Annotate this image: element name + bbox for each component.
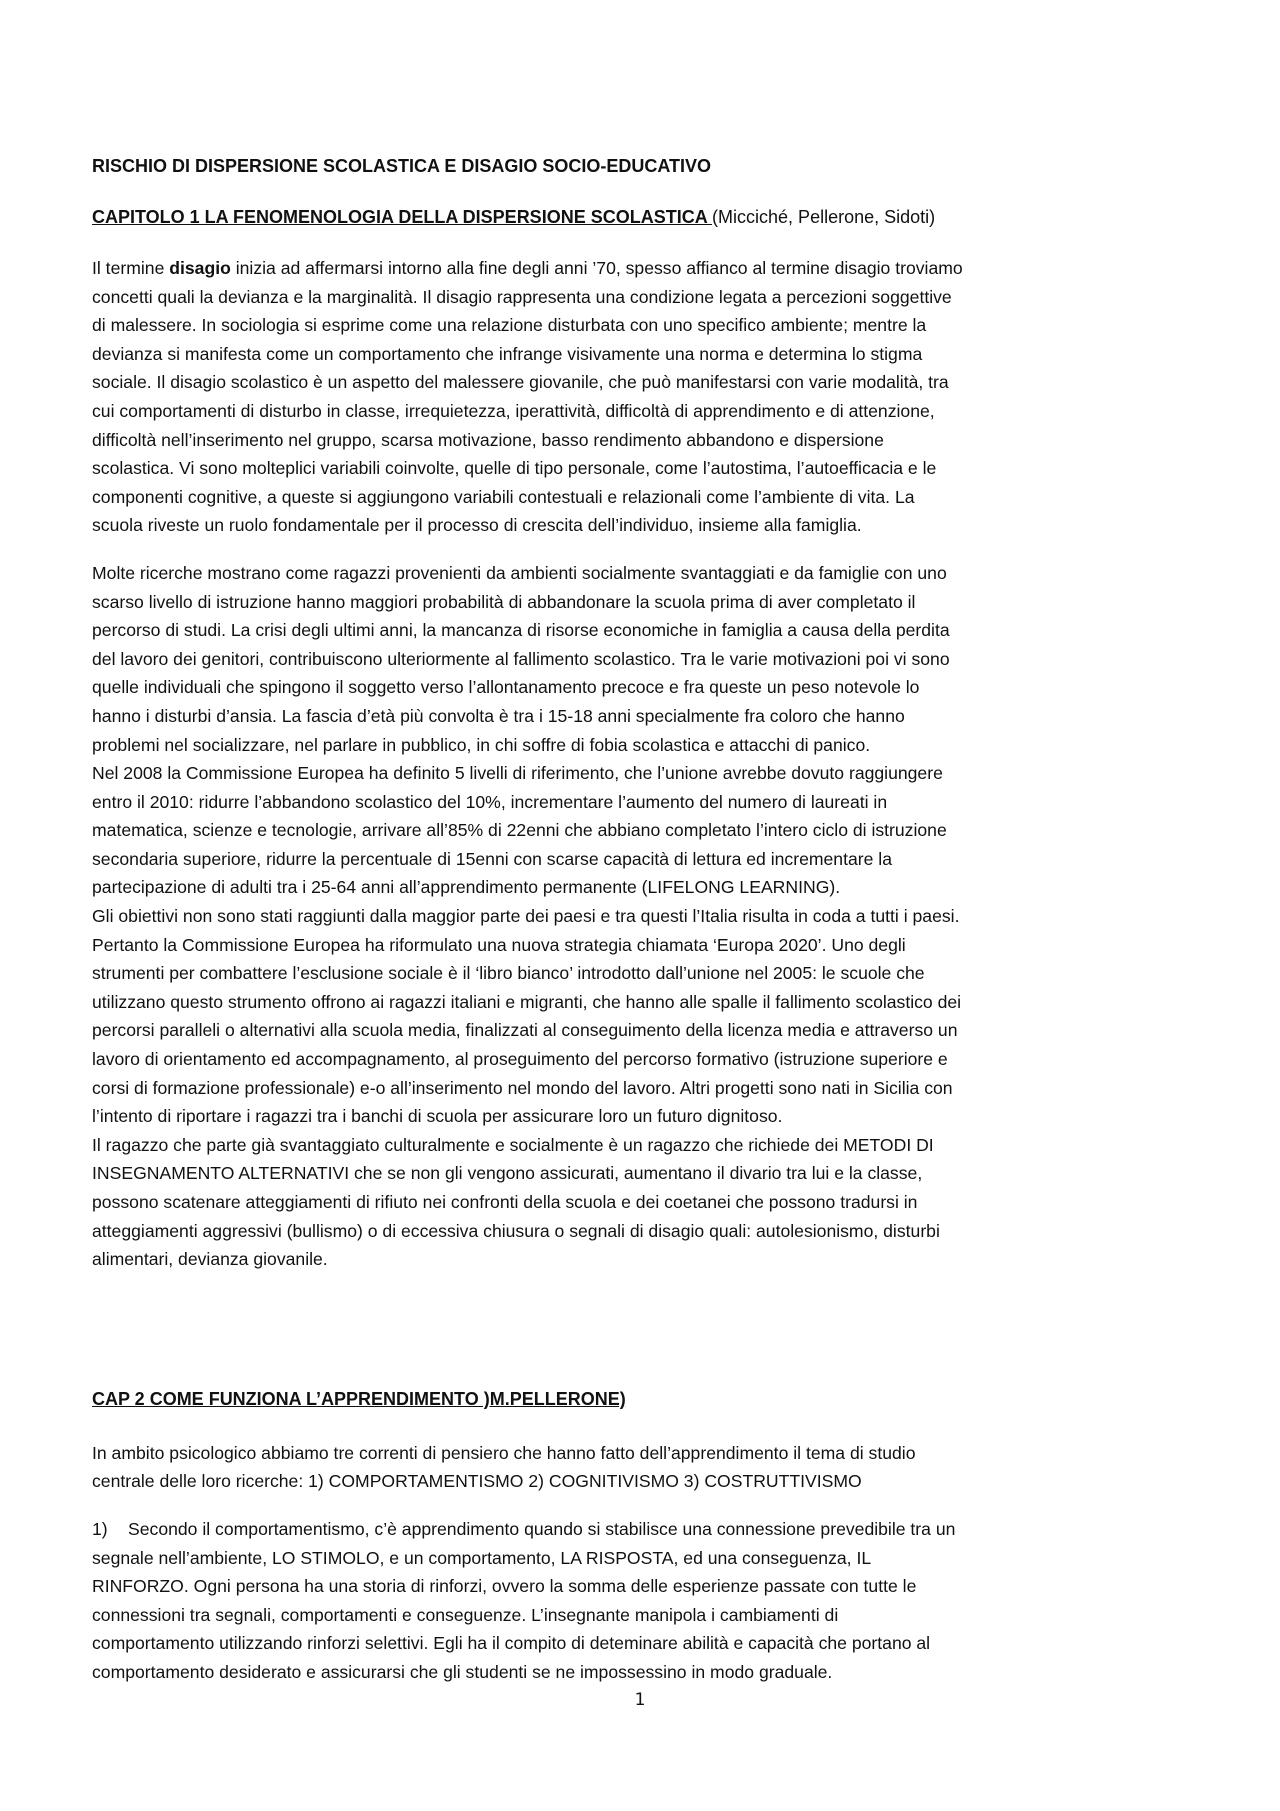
chapter-1-authors: (Micciché, Pellerone, Sidoti): [712, 207, 936, 227]
document-page: [92, 154, 1170, 1687]
bold-term-disagio: disagio: [169, 258, 231, 278]
chapter-2-heading: CAP 2 COME FUNZIONA L’APPRENDIMENTO )M.PELLERONE): [92, 1388, 626, 1409]
chapter-1-paragraph-1: Il termine disagio inizia ad affermarsi intorno alla fine degli anni ’70, spesso affianco al termine disagio troviamo concetti quali la devianza e la marginalità. Il disagio rappresenta una condizione legata a percezioni soggettive di malessere. In sociologia si esprime come una relazione disturbata con uno specifico ambiente; mentre la devianza si manifesta come un comportamento che infrange visivamente una norma e determina lo stigma sociale. Il disagio scolastico è un aspetto del malessere giovanile, che può manifestarsi con varie modalità, tra cui comportamenti di disturbo in classe, irrequietezza, iperattività, difficoltà di apprendimento e di attenzione, difficoltà nell’inserimento nel gruppo, scarsa motivazione, basso rendimento abbandono e dispersione scolastica. Vi sono molteplici variabili coinvolte, quelle di tipo personale, come l’autostima, l’autoefficacia e le componenti cognitive, a queste si aggiungono variabili contestuali e relazionali come l’ambiente di vita. La scuola riveste un ruolo fondamentale per il processo di crescita dell’individuo, insieme alla famiglia.: [92, 258, 963, 536]
chapter-1-heading: [92, 205, 1170, 229]
page-number: 1: [634, 1690, 646, 1710]
chapter-2-list-item-1: 1) Secondo il comportamentismo, c’è apprendimento quando si stabilisce una connessione prevedibile tra un segnale nell’ambiente, LO STIMOLO, e un comportamento, LA RISPOSTA, ed una conseguenza, IL RINFORZO. Ogni persona ha una storia di rinforzi, ovvero la somma delle esperienze passate con tutte le connessioni tra segnali, comportamenti e conseguenze. L’insegnante manipola i cambiamenti di comportamento utilizzando rinforzi selettivi. Egli ha il compito di deteminare abilità e capacità che portano al comportamento desiderato e assicurarsi che gli studenti se ne impossessino in modo graduale.: [92, 1515, 1170, 1687]
chapter-1-paragraph-2: Molte ricerche mostrano come ragazzi provenienti da ambienti socialmente svantaggiati e da famiglie con uno scarso livello di istruzione hanno maggiori probabilità di abbandonare la scuola prima di aver completato il percorso di studi. La crisi degli ultimi anni, la mancanza di risorse economiche in famiglia a causa della perdita del lavoro dei genitori, contribuiscono ulteriormente al fallimento scolastico. Tra le varie motivazioni poi vi sono quelle individuali che spingono il soggetto verso l’allontanamento precoce e fra queste un peso notevole lo hanno i disturbi d’ansia. La fascia d’età più convolta è tra i 15-18 anni specialmente fra coloro che hanno problemi nel socializzare, nel parlare in pubblico, in chi soffre di fobia scolastica e attacchi di panico. Nel 2008 la Commissione Europea ha definito 5 livelli di riferimento, che l’unione avrebbe dovuto raggiungere entro il 2010: ridurre l’abbandono scolastico del 10%, incrementare l’aumento del numero di laureati in matematica, scienze e tecnologie, arrivare all’85% di 22enni che abbiano completato l’intero ciclo di istruzione secondaria superiore, ridurre la percentuale di 15enni con scarse capacità di lettura ed incrementare la partecipazione di adulti tra i 25-64 anni all’apprendimento permanente (LIFELONG LEARNING). Gli obiettivi non sono stati raggiunti dalla maggior parte dei paesi e tra questi l’Italia risulta in coda a tutti i paesi. Pertanto la Commissione Europea ha riformulato una nuova strategia chiamata ‘Europa 2020’. Uno degli strumenti per combattere l’esclusione sociale è il ‘libro bianco’ introdotto dall’unione nel 2005: le scuole che utilizzano questo strumento offrono ai ragazzi italiani e migranti, che hanno alle spalle il fallimento scolastico dei percorsi paralleli o alternativi alla scuola media, finalizzati al conseguimento della licenza media e attraverso un lavoro di orientamento ed accompagnamento, al proseguimento del percorso formativo (istruzione superiore e corsi di formazione professionale) e-o all’inserimento nel mondo del lavoro. Altri progetti sono nati in Sicilia con l’intento di riportare i ragazzi tra i banchi di scuola per assicurare loro un futuro dignitoso. Il ragazzo che parte già svantaggiato culturalmente e socialmente è un ragazzo che richiede dei METODI DI INSEGNAMENTO ALTERNATIVI che se non gli vengono assicurati, aumentano il divario tra lui e la classe, possono scatenare atteggiamenti di rifiuto nei confronti della scuola e dei coetanei che possono tradursi in atteggiamenti aggressivi (bullismo) o di eccessiva chiusura o segnali di disagio quali: autolesionismo, disturbi alimentari, devianza giovanile.: [92, 562, 962, 1270]
list-number: 1): [92, 1518, 108, 1539]
document-title: RISCHIO DI DISPERSIONE SCOLASTICA E DISAGIO SOCIO-EDUCATIVO: [92, 156, 712, 176]
chapter-1-title: CAPITOLO 1 LA FENOMENOLOGIA DELLA DISPERSIONE SCOLASTICA: [92, 207, 713, 227]
chapter-2-intro: In ambito psicologico abbiamo tre correnti di pensiero che hanno fatto dell’apprendimento il tema di studio centrale delle loro ricerche: 1) COMPORTAMENTISMO 2) COGNITIVISMO 3) COSTRUTTIVISMO: [92, 1442, 916, 1492]
